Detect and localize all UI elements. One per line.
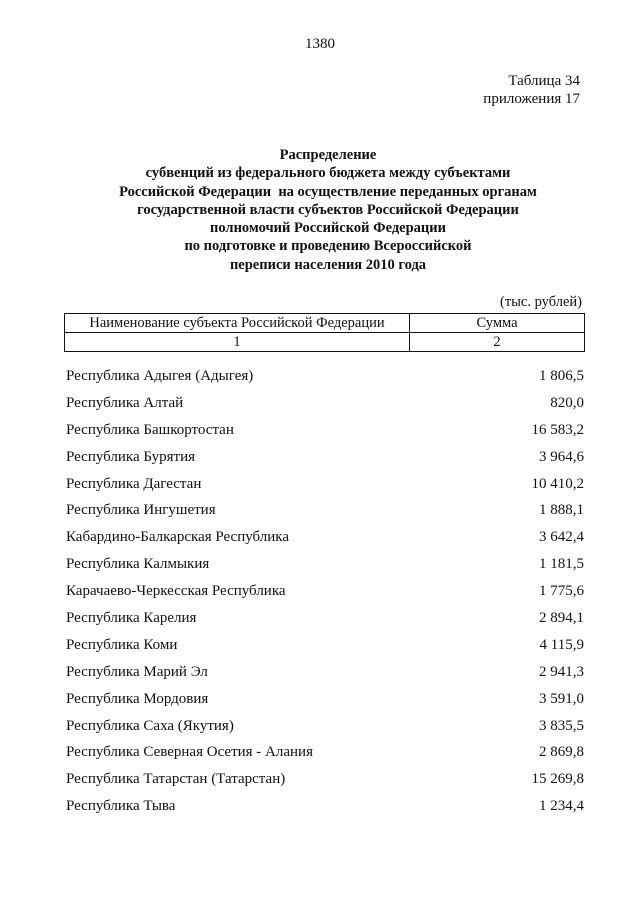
region-amount: 3 835,5 (539, 717, 584, 734)
title-line: по подготовке и проведению Всероссийской (184, 238, 472, 255)
region-name: Республика Адыгея (Адыгея) (66, 368, 254, 384)
region-amount: 15 269,8 (531, 771, 584, 788)
region-name: Республика Карелия (66, 610, 197, 627)
units-label: (тыс. рублей) (500, 294, 582, 310)
region-amount: 820,0 (550, 394, 584, 411)
table-row (66, 686, 584, 713)
table-row (66, 444, 584, 471)
region-amount: 10 410,2 (531, 475, 584, 492)
table-header (64, 313, 585, 352)
table-row (66, 659, 584, 686)
region-name: Республика Алтай (66, 394, 184, 411)
table-row (66, 739, 584, 766)
column-header-amount: Сумма (410, 314, 585, 333)
table-row (66, 551, 584, 578)
column-number-row (65, 333, 585, 352)
region-name: Республика Калмыкия (66, 556, 210, 573)
region-amount: 16 583,2 (531, 421, 584, 438)
table-row (66, 497, 584, 524)
title-line: Распределение (279, 147, 377, 163)
region-name: Карачаево-Черкесская Республика (66, 583, 286, 600)
page-number: 1380 (305, 36, 335, 52)
title-line: полномочий Российской Федерации (210, 220, 446, 237)
table-row (66, 471, 584, 498)
table-number: Таблица 34 (508, 73, 580, 89)
table-row (66, 632, 584, 659)
header-row (65, 314, 585, 333)
region-name: Республика Бурятия (66, 448, 196, 465)
region-amount: 1 888,1 (539, 502, 584, 519)
region-amount: 1 806,5 (539, 368, 584, 384)
table-row (66, 390, 584, 417)
region-name: Республика Марий Эл (66, 663, 208, 680)
appendix-number: приложения 17 (483, 91, 580, 107)
table-row (66, 578, 584, 605)
document-title (40, 146, 616, 274)
region-name: Республика Северная Осетия - Алания (66, 744, 313, 761)
title-line: субвенций из федерального бюджета между субъектами (145, 165, 511, 182)
region-name: Республика Тыва (66, 798, 176, 815)
region-amount: 2 869,8 (539, 744, 584, 761)
table-row (66, 524, 584, 551)
region-name: Республика Мордовия (66, 690, 209, 707)
region-amount: 1 775,6 (539, 583, 584, 600)
title-line: переписи населения 2010 года (229, 256, 427, 273)
table-body (66, 363, 584, 820)
region-amount: 1 234,4 (539, 798, 584, 815)
table-row (66, 766, 584, 793)
column-header-name: Наименование субъекта Российской Федерации (65, 314, 410, 333)
region-amount: 4 115,9 (539, 636, 584, 653)
region-amount: 2 941,3 (539, 663, 584, 680)
region-amount: 1 181,5 (539, 556, 584, 573)
table-row (66, 363, 584, 390)
column-number-1: 1 (65, 333, 410, 352)
region-amount: 3 591,0 (539, 690, 584, 707)
table-row (66, 417, 584, 444)
region-name: Республика Татарстан (Татарстан) (66, 771, 286, 788)
title-line: Российской Федерации на осуществление переданных органам (119, 183, 537, 200)
region-name: Кабардино-Балкарская Республика (66, 529, 290, 546)
column-number-2: 2 (410, 333, 585, 352)
table-row (66, 713, 584, 740)
region-amount: 3 642,4 (539, 529, 584, 546)
region-amount: 3 964,6 (539, 448, 584, 465)
region-name: Республика Коми (66, 636, 178, 653)
region-name: Республика Ингушетия (66, 502, 216, 519)
region-amount: 2 894,1 (539, 610, 584, 627)
region-name: Республика Башкортостан (66, 421, 234, 438)
table-row (66, 793, 584, 820)
table-reference (483, 72, 580, 108)
region-name: Республика Дагестан (66, 475, 202, 492)
region-name: Республика Саха (Якутия) (66, 717, 234, 734)
table-row (66, 605, 584, 632)
title-line: государственной власти субъектов Российской Федерации (137, 201, 519, 218)
